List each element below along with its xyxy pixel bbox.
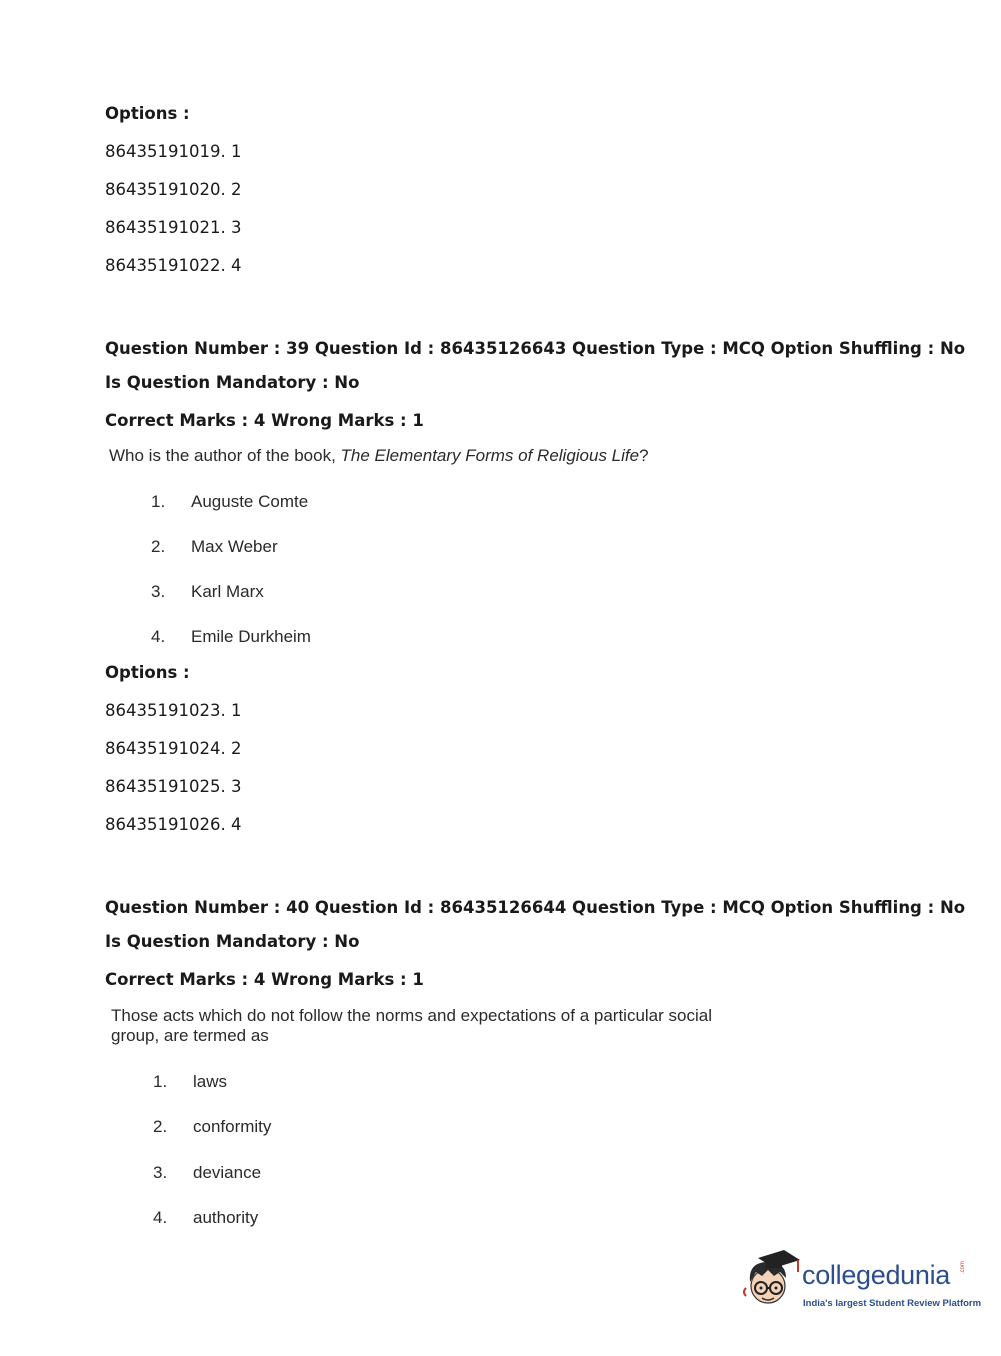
option-code: 86435191019. 1 <box>105 142 242 161</box>
choice-item: 2. Max Weber <box>151 537 278 556</box>
option-code: 86435191021. 3 <box>105 218 242 237</box>
option-code: 86435191026. 4 <box>105 815 242 834</box>
brand-name: collegedunia <box>802 1260 951 1290</box>
option-code: 86435191023. 1 <box>105 701 242 720</box>
question-marks: Correct Marks : 4 Wrong Marks : 1 <box>105 411 424 430</box>
option-code: 86435191020. 2 <box>105 180 242 199</box>
option-code: 86435191024. 2 <box>105 739 242 758</box>
question-mandatory: Is Question Mandatory : No <box>105 932 360 951</box>
choice-item: 2. conformity <box>153 1117 272 1136</box>
collegedunia-logo <box>740 1248 982 1318</box>
brand-domain: .com <box>960 1260 966 1274</box>
brand-tagline: India's largest Student Review Platform <box>803 1298 982 1309</box>
choice-item: 1. Auguste Comte <box>151 492 309 511</box>
mascot-icon <box>740 1248 802 1318</box>
question-header: Question Number : 39 Question Id : 86435126643 Question Type : MCQ Option Shuffling : No <box>105 339 966 358</box>
option-code: 86435191025. 3 <box>105 777 242 796</box>
question-marks: Correct Marks : 4 Wrong Marks : 1 <box>105 970 424 989</box>
question-text: Who is the author of the book, The Elementary Forms of Religious Life? <box>109 446 649 465</box>
choice-item: 4. authority <box>153 1208 259 1227</box>
choice-item: 3. Karl Marx <box>151 582 264 601</box>
option-code: 86435191022. 4 <box>105 256 242 275</box>
choice-item: 3. deviance <box>153 1163 262 1182</box>
choice-item: 1. laws <box>153 1072 228 1091</box>
options-label: Options : <box>105 663 190 682</box>
options-label: Options : <box>105 104 190 123</box>
question-text: Those acts which do not follow the norms and expectations of a particular social group, are termed as <box>111 1006 712 1045</box>
choice-item: 4. Emile Durkheim <box>151 627 311 646</box>
question-header: Question Number : 40 Question Id : 86435126644 Question Type : MCQ Option Shuffling : No <box>105 898 966 917</box>
question-mandatory: Is Question Mandatory : No <box>105 373 360 392</box>
